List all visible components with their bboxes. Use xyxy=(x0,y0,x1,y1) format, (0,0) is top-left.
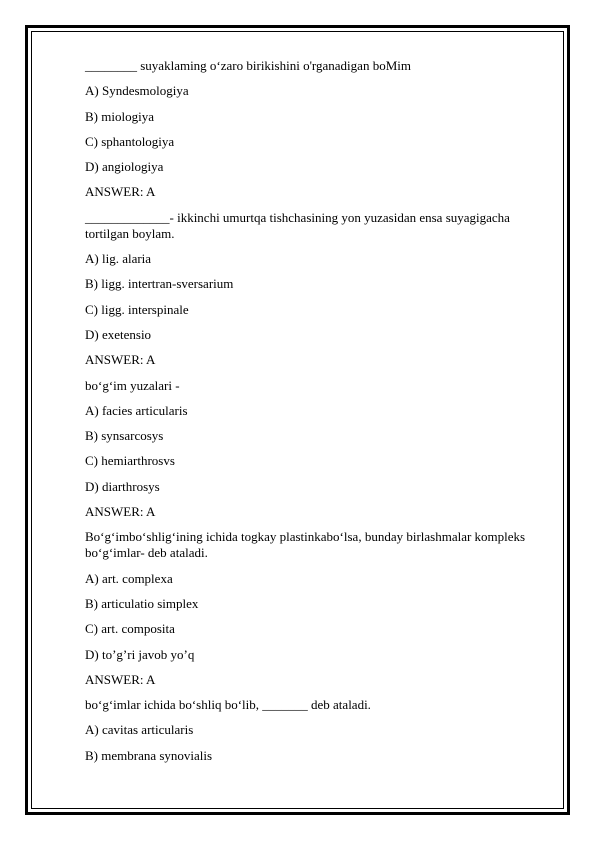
answer-option: A) Syndesmologiya xyxy=(85,83,189,99)
answer-option: B) ligg. intertran-sversarium xyxy=(85,276,234,292)
answer-option: C) art. composita xyxy=(85,621,175,637)
answer-option: B) membrana synovialis xyxy=(85,747,213,763)
answer-option: D) to’g’ri javob yo’q xyxy=(85,646,195,662)
answer-option: A) cavitas articularis xyxy=(85,722,194,738)
answer-option: C) hemiarthrosvs xyxy=(85,453,175,469)
answer-option: C) ligg. interspinale xyxy=(85,301,189,317)
answer-option: C) sphantologiya xyxy=(85,133,175,149)
answer-option: D) diarthrosys xyxy=(85,478,160,494)
answer-option: A) facies articularis xyxy=(85,402,188,418)
answer-key: ANSWER: A xyxy=(85,504,156,520)
answer-option: B) synsarcosys xyxy=(85,428,164,444)
answer-option: A) lig. alaria xyxy=(85,251,152,267)
question-stem: bo‘g‘im yuzalari - xyxy=(85,377,180,393)
answer-option: D) angiologiya xyxy=(85,159,164,175)
document-body xyxy=(85,58,545,773)
answer-key: ANSWER: A xyxy=(85,671,156,687)
answer-option: B) miologiya xyxy=(85,108,154,124)
answer-key: ANSWER: A xyxy=(85,184,156,200)
question-stem: Bo‘g‘imbo‘shlig‘ining ichida togkay plastinkabo‘lsa, bunday birlashmalar kompleks bo‘g‘imlar- deb ataladi. xyxy=(85,529,526,561)
question-stem: bo‘g‘imlar ichida bo‘shliq bo‘lib, _______ deb ataladi. xyxy=(85,697,371,713)
answer-option: D) exetensio xyxy=(85,326,152,342)
answer-key: ANSWER: A xyxy=(85,352,156,368)
question-stem: ________ suyaklaming o‘zaro birikishini o'rganadigan boMim xyxy=(85,58,411,73)
answer-option: A) art. complexa xyxy=(85,570,173,586)
answer-option: B) articulatio simplex xyxy=(85,595,199,611)
question-stem: _____________- ikkinchi umurtqa tishchasining yon yuzasidan ensa suyagigacha tortilgan boylam. xyxy=(85,209,510,241)
